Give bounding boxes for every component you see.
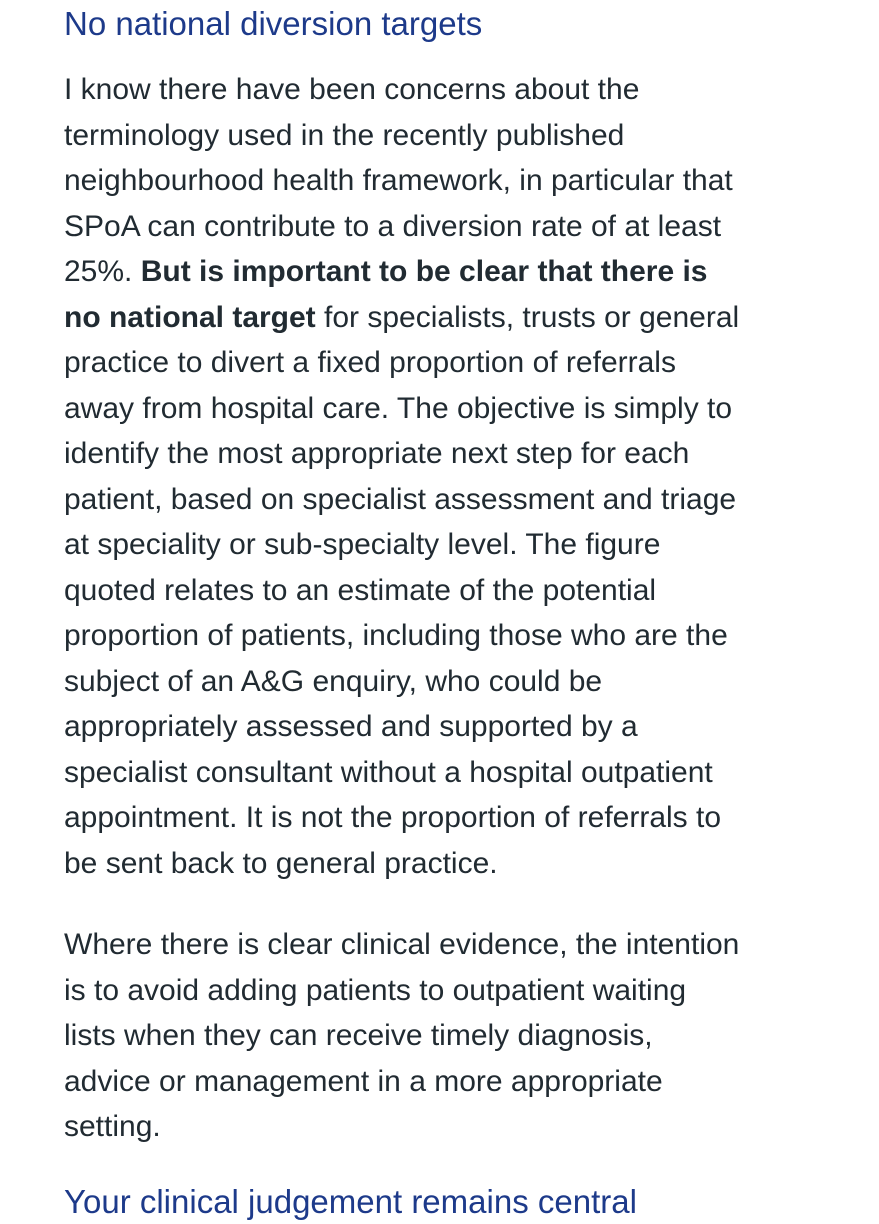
- paragraph-line: identify the most appropriate next step for each: [64, 437, 690, 470]
- next-section-heading: Your clinical judgement remains central: [64, 1183, 637, 1220]
- paragraph-text: 25%.: [64, 255, 141, 288]
- paragraph-line: practice to divert a fixed proportion of referrals: [64, 346, 676, 379]
- paragraph-line: proportion of patients, including those who are the: [64, 619, 728, 652]
- paragraph-line: [64, 249, 739, 295]
- paragraph-line: advice or management in a more appropriate: [64, 1064, 663, 1098]
- paragraph-line: Where there is clear clinical evidence, the intention: [64, 928, 740, 961]
- paragraph-line: setting.: [64, 1110, 161, 1143]
- paragraph-line: away from hospital care. The objective is simply to: [64, 391, 733, 425]
- paragraph-diversion-targets: [64, 67, 739, 886]
- paragraph-clinical-evidence: [64, 922, 739, 1150]
- bold-emphasis: no national target: [64, 300, 316, 334]
- paragraph-line: appropriately assessed and supported by a: [64, 710, 638, 743]
- paragraph-line: be sent back to general practice.: [64, 846, 498, 880]
- bold-emphasis: But is important to be clear that there is: [140, 255, 708, 288]
- paragraph-line: I know there have been concerns about the: [64, 73, 640, 106]
- paragraph-line: quoted relates to an estimate of the potential: [64, 573, 657, 607]
- paragraph-line: specialist consultant without a hospital outpatient: [64, 755, 713, 789]
- paragraph-line: [64, 295, 739, 341]
- paragraph-line: is to avoid adding patients to outpatient waiting: [64, 973, 687, 1007]
- paragraph-text: for specialists, trusts or general: [315, 300, 740, 334]
- paragraph-line: neighbourhood health framework, in particular that: [64, 164, 733, 197]
- paragraph-line: lists when they can receive timely diagnosis,: [64, 1019, 653, 1052]
- paragraph-line: appointment. It is not the proportion of referrals to: [64, 801, 722, 834]
- paragraph-line: terminology used in the recently published: [64, 118, 625, 152]
- paragraph-line: at speciality or sub-specialty level. The figure: [64, 528, 661, 561]
- section-heading: No national diversion targets: [64, 5, 483, 42]
- paragraph-line: patient, based on specialist assessment and triage: [64, 482, 737, 516]
- paragraph-line: SPoA can contribute to a diversion rate of at least: [64, 209, 722, 243]
- paragraph-line: subject of an A&G enquiry, who could be: [64, 664, 603, 698]
